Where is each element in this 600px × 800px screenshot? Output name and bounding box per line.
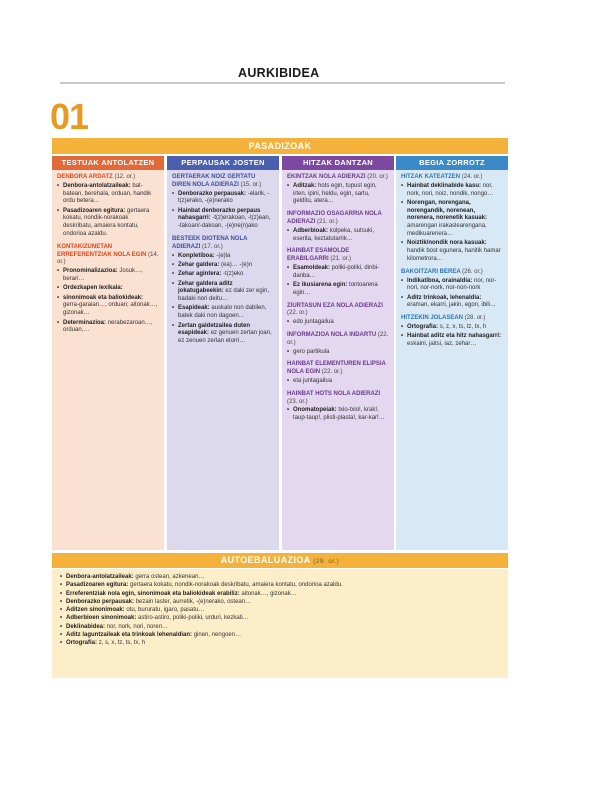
- item-text: gertaera kokatu, nondik-norakoak deskribatu, amaiera kontatu, ondorioa azaldu.: [63, 207, 150, 238]
- list-item: [172, 208, 274, 231]
- section-title-text: INFORMAZIOA NOLA INDARTU: [287, 332, 377, 339]
- column-body: [401, 174, 503, 349]
- item-text: z, s, x, tz, ts, tx, h: [98, 640, 146, 647]
- item-label: Konpletiboa:: [178, 252, 215, 259]
- autoebaluazioa-banner: [52, 553, 508, 568]
- item-label: Zehar galdera:: [178, 261, 220, 268]
- item-label: Zertan galdetzailea duten esapideak:: [178, 322, 251, 337]
- section-title: [401, 174, 503, 182]
- section-title-text: INFORMAZIO OSAGARRIA NOLA ADIERAZI: [287, 211, 382, 225]
- list-item: [401, 200, 503, 239]
- list-item: [172, 191, 274, 207]
- section-title-text: DENBORA ARDATZ: [57, 174, 113, 180]
- column-body: [57, 174, 159, 335]
- item-label: Deklinabidea:: [66, 623, 106, 630]
- list-item: [60, 581, 500, 589]
- list-item: [287, 407, 389, 423]
- item-label: Noiztik/nondik nora kasuak:: [407, 240, 487, 247]
- item-text: handik bost egunera, hanitik hamar kilometrora…: [407, 248, 501, 262]
- list-item: [60, 573, 500, 581]
- list-item: [57, 285, 159, 293]
- page-ref: (17. or.): [202, 243, 223, 250]
- list-item: [57, 295, 159, 318]
- item-text: eskaini, jaitsi, iaz, zehar…: [407, 341, 477, 348]
- section-title: [287, 391, 389, 407]
- section-title: [287, 211, 389, 227]
- column-testuak-antolatzen: [52, 156, 164, 550]
- item-label: Adberbioen sinonimoak:: [66, 615, 137, 622]
- autoebaluazioa-list: [52, 569, 508, 678]
- section-title: [287, 248, 389, 264]
- pasadizoak-banner: PASADIZOAK: [52, 138, 508, 154]
- section-title: [401, 269, 503, 277]
- item-label: Hainbat deklinabide kasu:: [407, 182, 482, 189]
- page-ref: (28. or.): [464, 315, 486, 322]
- section-title-text: BAKOITZARI BEREA: [401, 268, 461, 275]
- page-ref: (23. or.): [287, 398, 308, 405]
- column-perpausak-josten: [167, 156, 279, 550]
- item-label: Ordezkapen lexikala:: [63, 285, 123, 292]
- section: [287, 174, 389, 206]
- item-text: nor, nork, nori, noren…: [106, 623, 169, 630]
- section-title: [287, 332, 389, 348]
- section: [57, 174, 159, 239]
- list-item: [401, 278, 503, 294]
- item-label: Aditzak:: [293, 182, 317, 189]
- section: [57, 244, 159, 335]
- page-ref: (14. or.): [57, 251, 159, 266]
- item-text: Josuk…, berari…: [63, 268, 143, 283]
- section-title-text: GERTAERAK NOIZ GERTATU DIREN NOLA ADIERAZI: [172, 174, 256, 188]
- list-item: [287, 378, 389, 386]
- page-ref: (21. or.): [317, 218, 338, 225]
- section-title: [401, 315, 503, 323]
- section: [287, 332, 389, 356]
- list-item: [60, 606, 500, 614]
- autoebaluazioa-ref: (29. or.): [313, 558, 340, 565]
- list-item: [287, 183, 389, 206]
- item-text: nor, nor-nori, nor-nork, nor-nori-nork: [407, 277, 497, 292]
- section-title: [172, 236, 274, 252]
- list-item: [57, 268, 159, 284]
- item-text: tontoarena egin…: [293, 282, 378, 296]
- item-text: nor, nork, nori, noiz, nondik, nongo…: [407, 182, 494, 197]
- list-item: [172, 271, 274, 279]
- section-title: [172, 174, 274, 190]
- item-label: Pasadizoaren egitura:: [66, 582, 129, 589]
- item-label: Norengan, norengana, norengandik, norenean, norenera, norenetik kasuak:: [407, 199, 488, 222]
- page-ref: (21. or.): [330, 256, 352, 263]
- section-title-text: EKINTZAK NOLA ADIERAZI: [287, 174, 366, 180]
- section-title-text: HAINBAT ELEMENTUREN ELIPSIA NOLA EGIN: [287, 361, 386, 376]
- list-item: [287, 349, 389, 357]
- column-heading-perpausak: PERPAUSAK JOSTEN: [167, 156, 279, 170]
- item-label: Indikatiboa, orainaldia:: [407, 277, 473, 284]
- item-label: Zehar galdera aditz jokatugabeekin:: [178, 280, 233, 295]
- list-item: [172, 305, 274, 321]
- item-label: Aditzen sinonimoak:: [66, 607, 125, 614]
- list-item: [57, 183, 159, 206]
- page-title: AURKIBIDEA: [238, 66, 320, 80]
- section: [287, 248, 389, 297]
- list-item: [60, 598, 500, 606]
- item-label: Hainbat aditz eta hitz nahasgarri:: [407, 333, 502, 340]
- section: [287, 211, 389, 243]
- item-label: Denbora-antolatzaileak:: [66, 574, 134, 580]
- item-label: Erreferentziak nola egin, sinonimoak eta baliokideak erabiliz:: [66, 590, 240, 597]
- section-title: [287, 361, 389, 377]
- section: [287, 391, 389, 423]
- list-item: [57, 320, 159, 336]
- item-text: s, z, x, ts, tz, tx, h: [439, 324, 487, 331]
- title-divider: [60, 82, 505, 84]
- column-heading-hitzak: HITZAK DANTZAN: [282, 156, 394, 170]
- list-item: [172, 262, 274, 270]
- list-item: [60, 614, 500, 622]
- item-text: bezain laster, aurretik, -(e)nerako, ostean…: [135, 598, 252, 605]
- section-title-text: BESTEEK DIOTENA NOLA ADIERAZI: [172, 236, 248, 250]
- item-text: ez genuen zertan joan, ez zenuen zertan etorri…: [178, 330, 272, 345]
- item-text: txio-txio!, krak!, taup-taup!, plisti-plasta!, kar-kar!…: [293, 407, 385, 422]
- section-title-text: HAINBAT ESAMOLDE ERABILGARRI: [287, 248, 350, 263]
- item-text: ez daki zer egin, badaki nori deitu…: [178, 288, 270, 303]
- item-text: -(e)la: [216, 252, 231, 259]
- item-label: Hainbat denborazko perpaus nahasgarri:: [178, 207, 261, 222]
- page-ref: (22. or.): [287, 310, 308, 317]
- section-title-text: HITZAK KATEATZEN: [401, 174, 461, 180]
- section-title-text: ZIURTASUN EZA NOLA ADIERAZI: [287, 302, 383, 309]
- column-begia-zorrotz: [396, 156, 508, 550]
- page-ref: (26. or.): [462, 268, 483, 275]
- page-ref: (15. or.): [240, 181, 262, 188]
- section-title: [287, 174, 389, 182]
- item-text: amarengan irakaslearengana, medikuarenera…: [407, 223, 487, 238]
- item-text: gero partikula: [293, 348, 330, 355]
- list-item: [401, 324, 503, 332]
- item-text: hots egin, tupust egin, irten, ipini, heldu, egin, sartu, gelditu, atera…: [293, 182, 377, 205]
- page-ref: (22. or.): [321, 369, 343, 376]
- list-item: [60, 590, 500, 598]
- section: [172, 174, 274, 231]
- section: [287, 361, 389, 385]
- page-ref: (12. or.): [114, 174, 136, 180]
- item-label: Ez ikusiarena egin:: [293, 282, 348, 289]
- item-text: bat-batean, berehala, orduan, handik ordu betera…: [63, 182, 152, 205]
- section: [401, 315, 503, 349]
- item-label: Esamoldeak:: [293, 264, 331, 271]
- item-text: poliki-poliki, dinbi-danba…: [293, 264, 380, 279]
- page-ref: (22. or.): [287, 332, 389, 346]
- item-label: sinonimoak eta baliokideak:: [63, 294, 144, 301]
- section-title-text: KONTAKIZUNETAN ERREFERENTZIAK NOLA EGIN: [57, 243, 147, 258]
- item-text: astiro-astiro, poliki-poliki, urduri, kezkati…: [138, 615, 249, 622]
- item-label: Ortografia:: [407, 324, 439, 331]
- item-text: auskalo non dabilen, batek daki non dagoen…: [178, 305, 267, 320]
- list-item: [172, 281, 274, 304]
- item-text: gertaera kokatu, nondik-norakoak deskribatu, amaiera kontatu, ondorioa azaldu.: [130, 582, 343, 589]
- item-text: kolpeka, sutsuki, eserita, keztatuta/rik…: [293, 227, 375, 242]
- list-item: [172, 323, 274, 346]
- item-text: -t(z)eko: [223, 271, 244, 278]
- item-label: Determinazioa:: [63, 319, 107, 326]
- page-ref: (24. or.): [461, 174, 483, 180]
- item-text: -t(z)erakoan, -t(z)ean, -takoan/-dakoan, -(e)ne(n)ako: [178, 215, 271, 230]
- item-label: Ortografia:: [66, 640, 98, 647]
- unit-number: 01: [50, 96, 89, 137]
- section-title: [57, 244, 159, 267]
- page-ref: (20. or.): [367, 174, 388, 180]
- autoebaluazioa-label: AUTOEBALUAZIOA: [220, 555, 311, 565]
- list-item: [287, 319, 389, 327]
- item-label: Denborazko perpausak:: [66, 598, 135, 605]
- section-title: [57, 174, 159, 182]
- section-title: [287, 303, 389, 319]
- section: [401, 174, 503, 264]
- list-item: [172, 253, 274, 261]
- list-item: [401, 240, 503, 263]
- list-item: [287, 265, 389, 281]
- list-item: [57, 208, 159, 239]
- item-label: Pasadizoaren egitura:: [63, 207, 126, 214]
- column-body: [287, 174, 389, 423]
- list-item: [401, 333, 503, 349]
- item-label: Denbora-antolatzaileak:: [63, 182, 131, 189]
- column-heading-begia: BEGIA ZORROTZ: [396, 156, 508, 170]
- item-text: aitonak…, gizonak…: [241, 590, 297, 597]
- section-title-text: HITZEKIN JOLASEAN: [401, 315, 464, 322]
- item-text: nerabezaroan…, orduan,…: [63, 319, 153, 334]
- item-label: Esapideak:: [178, 305, 210, 312]
- item-text: eta juntagailua: [293, 378, 333, 385]
- item-text: eraman, ekarri, jakin, egon, ibili…: [407, 302, 497, 309]
- item-label: Aditz laguntzaileak eta trinkoak lehenaldian:: [66, 631, 193, 638]
- item-text: -elarik, -t(z)erako, -(e)nerako: [178, 190, 270, 205]
- section: [401, 269, 503, 310]
- column-body: [172, 174, 274, 346]
- list-item: [60, 639, 500, 647]
- section: [172, 236, 274, 346]
- item-text: otu, bururatu, igaro, pasatu…: [126, 607, 205, 614]
- item-label: Onomatopeiak:: [293, 407, 337, 414]
- list-item: [401, 183, 503, 199]
- item-text: ginen, nengoen…: [193, 631, 242, 638]
- item-text: gerra ostean, azkenean…: [135, 574, 205, 580]
- item-text: gerra-garaian…, orduan; aitonak…, gizonak…: [63, 302, 158, 317]
- section: [287, 303, 389, 327]
- item-text: edo juntagailua: [293, 319, 334, 326]
- item-label: Adberbioak:: [293, 227, 329, 234]
- list-item: [401, 295, 503, 311]
- item-label: Zehar agintera:: [178, 271, 222, 278]
- column-heading-testuak: TESTUAK ANTOLATZEN: [52, 156, 164, 170]
- item-text: (ea)… -(e)n: [221, 261, 253, 268]
- column-hitzak-dantzan: [282, 156, 394, 550]
- section-title-text: HAINBAT HOTS NOLA ADIERAZI: [287, 390, 381, 397]
- list-item: [287, 282, 389, 298]
- item-label: Denborazko perpausak:: [178, 190, 247, 197]
- list-item: [287, 228, 389, 244]
- list-item: [60, 623, 500, 631]
- list-item: [60, 631, 500, 639]
- item-label: Aditz trinkoak, lehenaldia:: [407, 294, 482, 301]
- item-label: Pronominalizazioa:: [63, 268, 118, 275]
